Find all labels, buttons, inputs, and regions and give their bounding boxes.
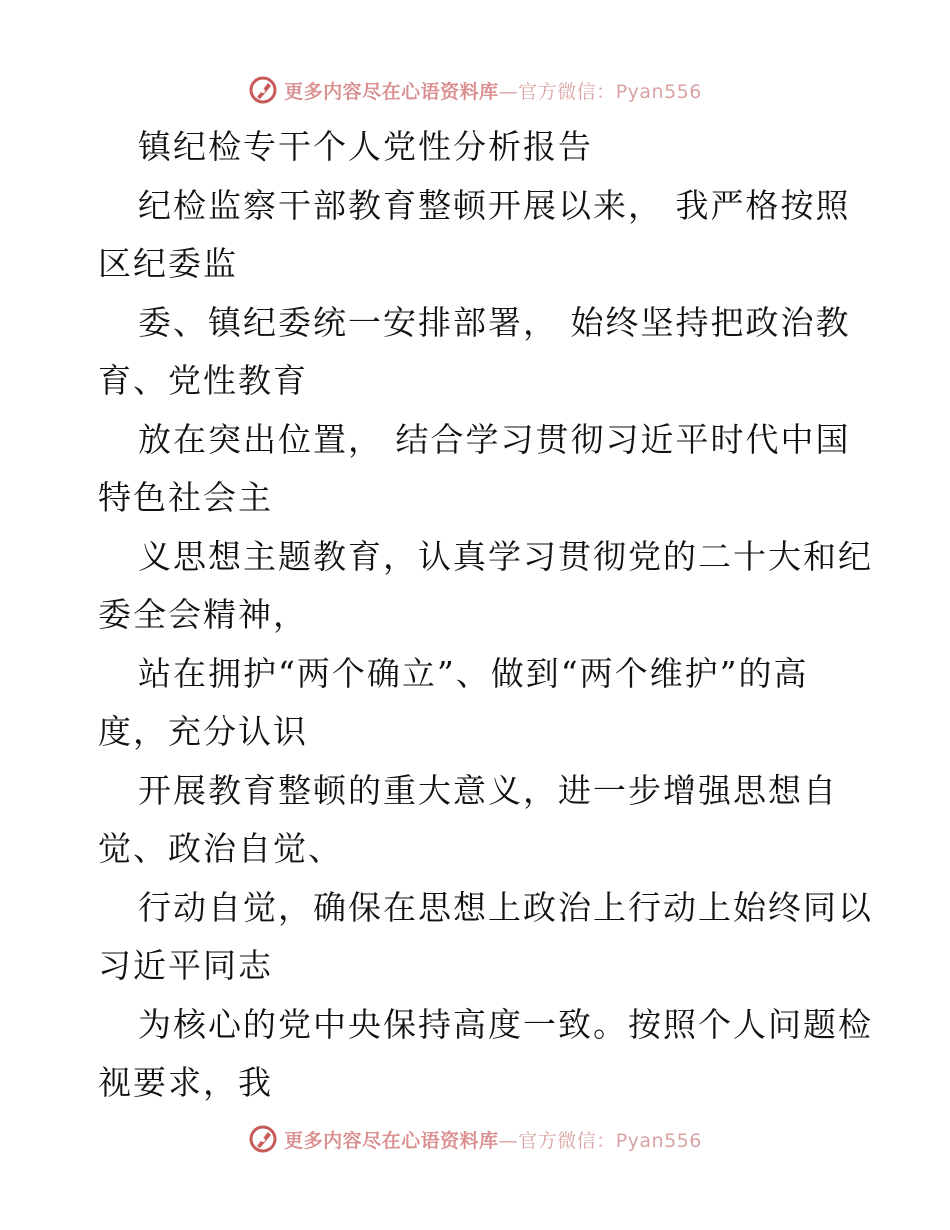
document-body (98, 118, 873, 1113)
text-line: 委、镇纪委统一安排部署， 始终坚持把政治教 (138, 302, 851, 342)
text-line: 委全会精神， (98, 595, 308, 634)
watermark-separator: — (498, 1129, 519, 1152)
watermark-wechat-label: 官方微信： (518, 80, 616, 103)
watermark-wechat-label: 官方微信： (518, 1129, 616, 1152)
watermark-brand: 更多内容尽在心语资料库 (284, 80, 499, 103)
text-line: 义思想主题教育，认真学习贯彻党的二十大和纪 (138, 536, 873, 576)
pen-nib-circle-icon (248, 1124, 278, 1154)
text-line: 行动自觉，确保在思想上政治上行动上始终同以 (138, 887, 873, 927)
text-line: 开展教育整顿的重大意义，进一步增强思想自 (138, 770, 838, 810)
watermark-text (284, 1126, 702, 1153)
text-line: 为核心的党中央保持高度一致。按照个人问题检 (138, 1004, 873, 1044)
watermark-brand: 更多内容尽在心语资料库 (284, 1129, 499, 1152)
watermark-separator: — (498, 80, 519, 103)
text-line: 觉、政治自觉、 (98, 829, 343, 868)
text-line: 区纪委监 (98, 244, 238, 283)
text-line: 度，充分认识 (98, 712, 308, 751)
watermark-wechat-id: Pyan556 (615, 1129, 702, 1152)
document-title: 镇纪检专干个人党性分析报告 (138, 127, 593, 166)
text-line: 放在突出位置， 结合学习贯彻习近平时代中国 (138, 419, 851, 459)
text-line: 站在拥护“两个确立”、做到“两个维护”的高 (138, 653, 809, 693)
text-line: 习近平同志 (98, 946, 273, 985)
text-line: 纪检监察干部教育整顿开展以来， 我严格按照 (138, 185, 851, 225)
text-line: 育、党性教育 (98, 361, 308, 400)
pen-nib-circle-icon (248, 75, 278, 105)
footer-watermark (0, 1121, 950, 1157)
text-line: 特色社会主 (98, 478, 273, 517)
header-watermark (0, 72, 950, 108)
watermark-text (284, 77, 702, 104)
text-line: 视要求，我 (98, 1063, 273, 1102)
watermark-wechat-id: Pyan556 (615, 80, 702, 103)
